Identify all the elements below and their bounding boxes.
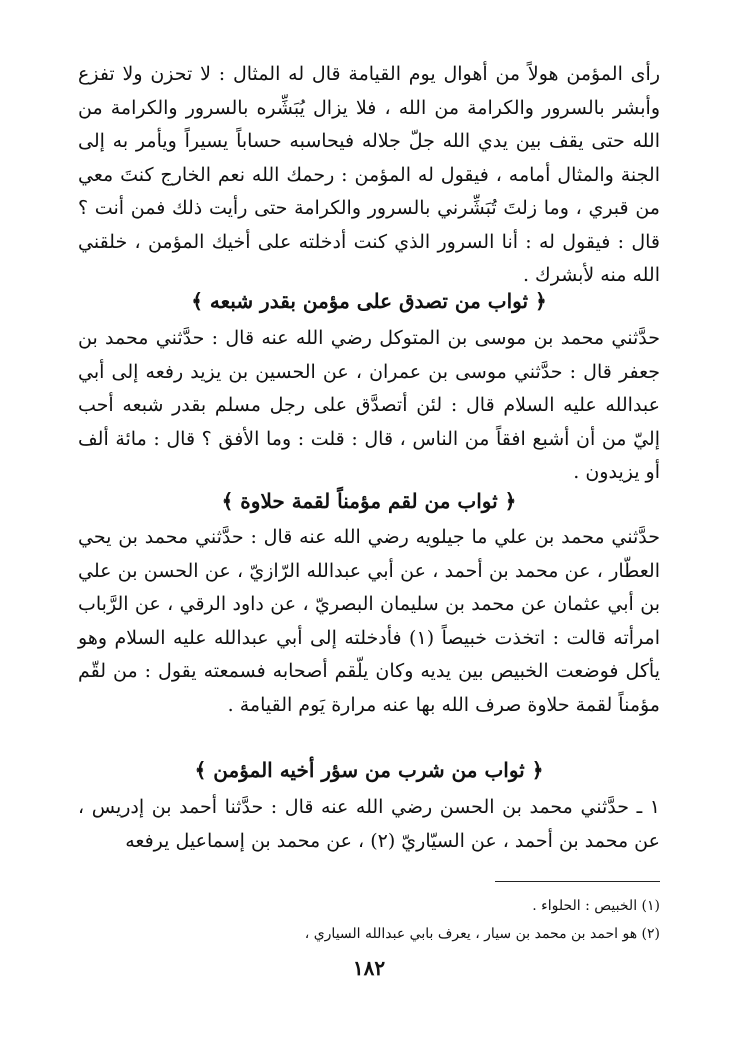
footnote-2: (٢) هو احمد بن محمد بن سيار ، يعرف بابي عبدالله السياري ، [304,926,660,942]
paragraph-2: حدَّثني محمد بن موسى بن المتوكل رضي الله عنه قال : حدَّثني محمد بن جعفر قال : حدَّثني موسى بن عمران ، عن الحسين بن يزيد رفعه إلى أبي عبدالله عليه السلام قال : لئن أتصدَّق على رجل مسلم بقدر شبعه أحب إليّ من أن أشبع افقاً من الناس ، قال : قلت : وما الأفق ؟ قال : مائة ألف أو يزيدون . [78,327,660,483]
paragraph-4: ١ ـ حدَّثني محمد بن الحسن رضي الله عنه قال : حدَّثنا أحمد بن إدريس ، عن محمد بن أحمد ، عن السيّاريّ (٢) ، عن محمد بن إسماعيل يرفعه [78,796,660,852]
section-heading-charity: ﴿ ثواب من تصدق على مؤمن بقدر شبعه ﴾ [191,289,547,313]
section-heading-sweet-morsel: ﴿ ثواب من لقم مؤمناً لقمة حلاوة ﴾ [221,489,517,513]
footnote-1: (١) الخبيص : الحلواء . [532,898,660,914]
paragraph-3: حدَّثني محمد بن علي ما جيلويه رضي الله عنه قال : حدَّثني محمد بن يحي العطّار ، عن محمد بن أحمد ، عن أبي عبدالله الرّازيّ ، عن الحسن بن علي بن أبي عثمان عن محمد بن سليمان البصريّ ، عن داود الرقي ، عن الرَّباب امرأته قالت : اتخذت خبيصاً (١) فأدخلته إلى أبي عبدالله عليه السلام وهو يأكل فوضعت الخبيص بين يديه وكان يلّقم أصحابه فسمعته يقول : من لقّم مؤمناً لقمة حلاوة صرف الله بها عنه مرارة يَوم القيامة . [78,526,660,716]
footnote-divider [495,881,660,882]
paragraph-1: رأى المؤمن هولاً من أهوال يوم القيامة قال له المثال : لا تحزن ولا تفزع وأبشر بالسرور والكرامة من الله ، فلا يزال يُبَشِّره بالسرور والكرامة من الله حتى يقف بين يدي الله جلّ جلاله فيحاسبه حساباً يسيراً ويأمر به إلى الجنة والمثال أمامه ، فيقول له المؤمن : رحمك الله نعم الخارج كنتَ معي من قبري ، وما زلتَ تُبَشِّرني بالسرور والكرامة حتى رأيت ذلك فمن أنت ؟ قال : فيقول له : أنا السرور الذي كنت أدخلته على أخيك المؤمن ، خلقني الله منه لأبشرك . [78,63,660,286]
page-body [78,58,660,980]
section-heading-leftover-drink: ﴿ ثواب من شرب من سؤر أخيه المؤمن ﴾ [194,758,544,782]
page-number: ١٨٢ [352,956,386,980]
